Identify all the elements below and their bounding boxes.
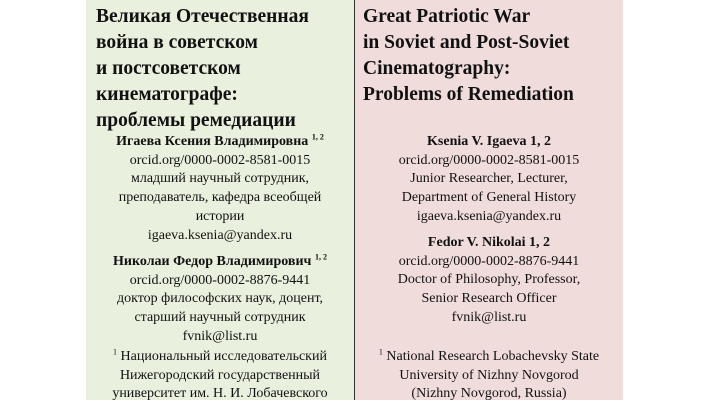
title-line: Cinematography: — [363, 58, 511, 79]
english-author-1 — [355, 133, 623, 227]
title-line: Великая Отечественная — [96, 6, 309, 27]
author-orcid: orcid.org/0000-0002-8581-0015 — [398, 152, 580, 168]
title-line: и постсоветском — [96, 58, 241, 79]
author-name: Ksenia V. Igaeva 1, 2 — [427, 134, 551, 149]
title-line: война в советском — [96, 32, 258, 53]
english-title — [363, 4, 574, 108]
russian-author-2 — [86, 253, 354, 347]
affiliation-line: университет им. Н. И. Лобачевского — [112, 386, 328, 402]
author-email: fvnik@list.ru — [182, 328, 258, 344]
author-position: Department of General History — [401, 190, 577, 206]
russian-column — [86, 0, 354, 400]
affiliation-line: Национальный исследовательский — [120, 349, 327, 364]
english-affiliation — [355, 348, 623, 404]
english-author-2 — [355, 234, 623, 328]
author-position: Doctor of Philosophy, Professor, — [397, 272, 581, 288]
russian-affiliation — [86, 348, 354, 404]
affiliation-line: Нижегородский государственный — [119, 367, 321, 383]
author-name: Fedor V. Nikolai 1, 2 — [427, 235, 551, 250]
author-affiliation-sup: 1, 2 — [311, 132, 324, 142]
affiliation-line: (Nizhny Novgorod, Russia) — [411, 386, 567, 402]
author-position: Senior Research Officer — [421, 291, 557, 307]
author-position: доктор философских наук, доцент, — [116, 291, 324, 307]
affiliation-sup: 1 — [378, 347, 383, 357]
affiliation-sup: 1 — [113, 347, 118, 357]
author-email: igaeva.ksenia@yandex.ru — [147, 227, 293, 243]
title-line: in Soviet and Post-Soviet — [363, 32, 570, 53]
russian-author-1 — [86, 133, 354, 245]
affiliation-line: National Research Lobachevsky State — [386, 349, 600, 364]
title-line: кинематографе: — [96, 84, 238, 105]
english-column — [355, 0, 623, 400]
title-line: Problems of Remediation — [363, 84, 574, 105]
author-name: Николаи Федор Владимирович — [113, 254, 312, 269]
author-position: истории — [195, 208, 245, 224]
russian-title — [96, 4, 309, 134]
author-position: старший научный сотрудник — [134, 310, 306, 326]
author-email: igaeva.ksenia@yandex.ru — [416, 208, 562, 224]
author-position: Junior Researcher, Lecturer, — [410, 171, 568, 187]
author-position: младший научный сотрудник, — [130, 171, 310, 187]
author-orcid: orcid.org/0000-0002-8581-0015 — [129, 152, 311, 168]
affiliation-line: University of Nizhny Novgorod — [399, 367, 579, 383]
author-affiliation-sup: 1, 2 — [314, 252, 327, 262]
title-line: проблемы ремедиации — [96, 110, 296, 131]
author-position: преподаватель, кафедра всеобщей — [118, 190, 322, 206]
author-orcid: orcid.org/0000-0002-8876-9441 — [129, 272, 311, 288]
title-line: Great Patriotic War — [363, 6, 531, 27]
author-name: Игаева Ксения Владимировна — [116, 134, 309, 149]
author-email: fvnik@list.ru — [451, 309, 527, 325]
author-orcid: orcid.org/0000-0002-8876-9441 — [398, 253, 580, 269]
